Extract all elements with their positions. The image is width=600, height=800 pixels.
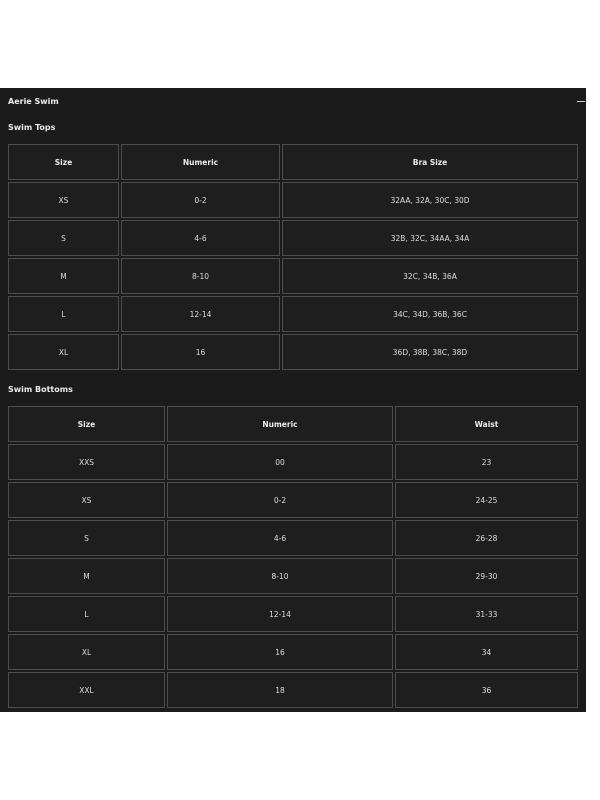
column-header-waist: Waist <box>395 406 578 442</box>
table-row <box>8 596 578 632</box>
column-header-numeric: Numeric <box>121 144 280 180</box>
panel-header[interactable] <box>0 88 586 114</box>
cell-numeric: 8-10 <box>167 558 393 594</box>
table-header-row <box>8 144 578 180</box>
table-row <box>8 182 578 218</box>
cell-size: S <box>8 220 119 256</box>
cell-size: XXL <box>8 672 165 708</box>
cell-bra-size: 32AA, 32A, 30C, 30D <box>282 182 578 218</box>
cell-waist: 26-28 <box>395 520 578 556</box>
table-row <box>8 334 578 370</box>
table-row <box>8 520 578 556</box>
table-row <box>8 296 578 332</box>
table-row <box>8 220 578 256</box>
cell-numeric: 4-6 <box>167 520 393 556</box>
cell-size: L <box>8 296 119 332</box>
cell-size: M <box>8 258 119 294</box>
column-header-size: Size <box>8 144 119 180</box>
cell-numeric: 00 <box>167 444 393 480</box>
cell-waist: 36 <box>395 672 578 708</box>
swim-bottoms-table <box>6 404 580 710</box>
cell-bra-size: 32C, 34B, 36A <box>282 258 578 294</box>
table-row <box>8 634 578 670</box>
cell-waist: 34 <box>395 634 578 670</box>
panel-title: Aerie Swim <box>8 97 59 106</box>
cell-size: XS <box>8 182 119 218</box>
cell-waist: 24-25 <box>395 482 578 518</box>
cell-numeric: 16 <box>167 634 393 670</box>
cell-waist: 23 <box>395 444 578 480</box>
cell-size: XXS <box>8 444 165 480</box>
swim-bottoms-title: Swim Bottoms <box>8 385 73 394</box>
column-header-numeric: Numeric <box>167 406 393 442</box>
cell-size: XL <box>8 634 165 670</box>
cell-bra-size: 34C, 34D, 36B, 36C <box>282 296 578 332</box>
column-header-bra-size: Bra Size <box>282 144 578 180</box>
cell-size: XS <box>8 482 165 518</box>
cell-numeric: 16 <box>121 334 280 370</box>
cell-waist: 31-33 <box>395 596 578 632</box>
table-row <box>8 258 578 294</box>
minus-icon[interactable] <box>576 96 586 106</box>
cell-waist: 29-30 <box>395 558 578 594</box>
cell-numeric: 18 <box>167 672 393 708</box>
cell-numeric: 8-10 <box>121 258 280 294</box>
cell-size: XL <box>8 334 119 370</box>
table-row <box>8 444 578 480</box>
table-header-row <box>8 406 578 442</box>
table-row <box>8 558 578 594</box>
cell-bra-size: 36D, 38B, 38C, 38D <box>282 334 578 370</box>
size-chart-panel <box>0 88 586 712</box>
swim-tops-table <box>6 142 580 372</box>
cell-size: M <box>8 558 165 594</box>
swim-tops-title: Swim Tops <box>8 123 56 132</box>
cell-numeric: 4-6 <box>121 220 280 256</box>
table-row <box>8 482 578 518</box>
cell-numeric: 12-14 <box>167 596 393 632</box>
cell-numeric: 0-2 <box>167 482 393 518</box>
cell-numeric: 0-2 <box>121 182 280 218</box>
cell-bra-size: 32B, 32C, 34AA, 34A <box>282 220 578 256</box>
column-header-size: Size <box>8 406 165 442</box>
cell-numeric: 12-14 <box>121 296 280 332</box>
table-row <box>8 672 578 708</box>
cell-size: S <box>8 520 165 556</box>
cell-size: L <box>8 596 165 632</box>
